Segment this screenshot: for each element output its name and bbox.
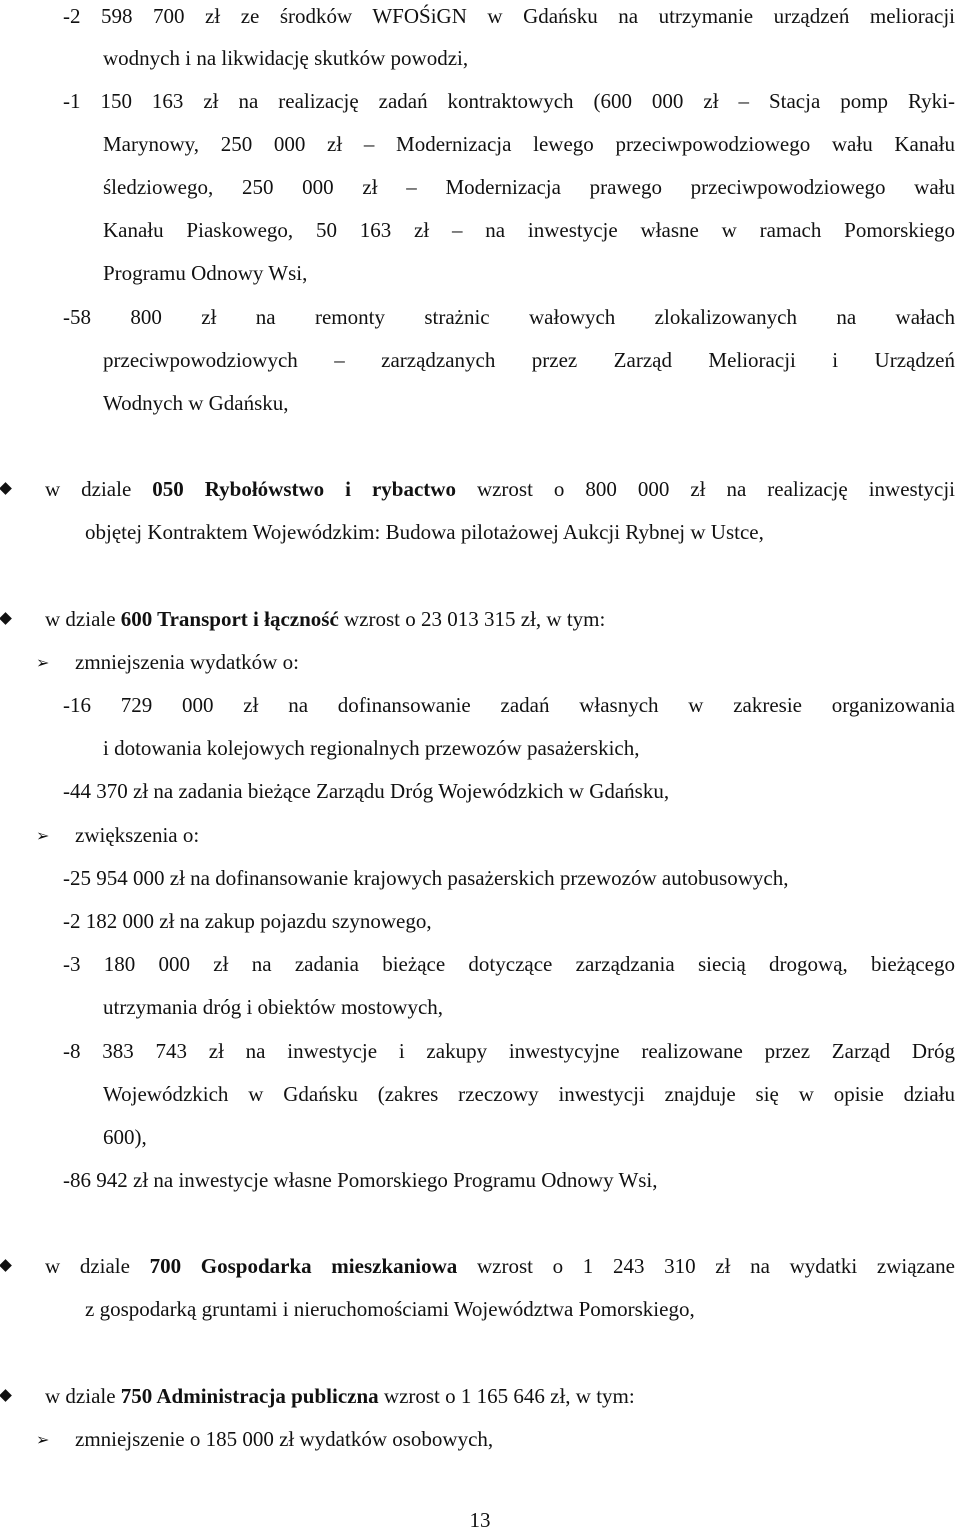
section-600-sub2-item1: -25 954 000 zł na dofinansowanie krajowych pasażerskich przewozów autobusowych,	[63, 866, 789, 890]
item-kontrakty-line4: Kanału Piaskowego, 50 163 zł – na inwestycje własne w ramach Pomorskiego	[103, 218, 955, 242]
section-700-suffix: wzrost o 1 243 310 zł na wydatki związane	[457, 1254, 955, 1278]
section-750-heading	[45, 1386, 635, 1407]
section-600-prefix: w dziale	[45, 607, 121, 631]
item-kontrakty-line5: Programu Odnowy Wsi,	[103, 261, 308, 285]
section-700-heading	[45, 1256, 955, 1277]
section-600-sub1-item1-line2: i dotowania kolejowych regionalnych przewozów pasażerskich,	[103, 736, 640, 760]
section-050-suffix: wzrost o 800 000 zł na realizację inwestycji	[455, 477, 956, 501]
section-600-sub2-item4-line1: -8 383 743 zł na inwestycje i zakupy inwestycyjne realizowane przez Zarząd Dróg	[63, 1039, 955, 1063]
arrow-bullet-icon: ➢	[36, 1430, 50, 1449]
item-kontrakty-line1: -1 150 163 zł na realizację zadań kontraktowych (600 000 zł – Stacja pomp Ryki-	[63, 89, 955, 113]
item-wfosign-line2: wodnych i na likwidację skutków powodzi,	[103, 46, 469, 70]
section-050-line2: objętej Kontraktem Wojewódzkim: Budowa pilotażowej Aukcji Rybnej w Ustce,	[85, 520, 764, 544]
section-700-line2: z gospodarką gruntami i nieruchomościami Województwa Pomorskiego,	[85, 1297, 695, 1321]
section-600-sub2-item4-line2: Wojewódzkich w Gdańsku (zakres rzeczowy inwestycji znajduje się w opisie działu	[103, 1082, 955, 1106]
item-wfosign-line1: -2 598 700 zł ze środków WFOŚiGN w Gdańsku na utrzymanie urządzeń melioracji	[63, 4, 955, 28]
section-600-suffix: wzrost o 23 013 315 zł, w tym:	[338, 607, 606, 631]
section-600-sub2-item5: -86 942 zł na inwestycje własne Pomorskiego Programu Odnowy Wsi,	[63, 1168, 658, 1192]
page-number: 13	[469, 1508, 491, 1532]
section-750-prefix: w dziale	[45, 1384, 121, 1408]
section-600-heading	[45, 609, 605, 630]
item-kontrakty-line3: śledziowego, 250 000 zł – Modernizacja prawego przeciwpowodziowego wału	[103, 175, 955, 199]
section-600-title: 600 Transport i łączność	[120, 607, 339, 631]
section-700-prefix: w dziale	[45, 1254, 150, 1278]
section-750-title: 750 Administracja publiczna	[120, 1384, 379, 1408]
diamond-bullet-icon	[0, 482, 12, 495]
diamond-bullet-icon	[0, 612, 12, 625]
section-600-sub2-item3-line2: utrzymania dróg i obiektów mostowych,	[103, 995, 444, 1019]
item-kontrakty-line2: Marynowy, 250 000 zł – Modernizacja lewego przeciwpowodziowego wału Kanału	[103, 132, 955, 156]
section-600-sub1-item1-line1: -16 729 000 zł na dofinansowanie zadań własnych w zakresie organizowania	[63, 693, 955, 717]
diamond-bullet-icon	[0, 1259, 12, 1272]
section-600-sub2-item2: -2 182 000 zł na zakup pojazdu szynowego,	[63, 909, 432, 933]
section-750-sub1: zmniejszenie o 185 000 zł wydatków osobowych,	[75, 1427, 494, 1451]
item-straznice-line3: Wodnych w Gdańsku,	[103, 391, 289, 415]
section-600-sub2-item3-line1: -3 180 000 zł na zadania bieżące dotyczące zarządzania siecią drogową, bieżącego	[63, 952, 955, 976]
section-050-prefix: w dziale	[45, 477, 153, 501]
section-600-sub1-item2: -44 370 zł na zadania bieżące Zarządu Dróg Wojewódzkich w Gdańsku,	[63, 779, 670, 803]
section-700-title: 700 Gospodarka mieszkaniowa	[149, 1254, 458, 1278]
item-straznice-line2: przeciwpowodziowych – zarządzanych przez Zarząd Melioracji i Urządzeń	[103, 348, 955, 372]
item-straznice-line1: -58 800 zł na remonty strażnic wałowych zlokalizowanych na wałach	[63, 305, 955, 329]
diamond-bullet-icon	[0, 1389, 12, 1402]
section-750-suffix: wzrost o 1 165 646 zł, w tym:	[378, 1384, 635, 1408]
section-600-sub2-heading: zwiększenia o:	[75, 823, 200, 847]
section-600-sub1-heading: zmniejszenia wydatków o:	[75, 650, 299, 674]
arrow-bullet-icon: ➢	[36, 653, 50, 672]
arrow-bullet-icon: ➢	[36, 826, 50, 845]
section-600-sub2-item4-line3: 600),	[103, 1125, 147, 1149]
section-050-heading	[45, 479, 955, 500]
section-050-title: 050 Rybołówstwo i rybactwo	[152, 477, 456, 501]
